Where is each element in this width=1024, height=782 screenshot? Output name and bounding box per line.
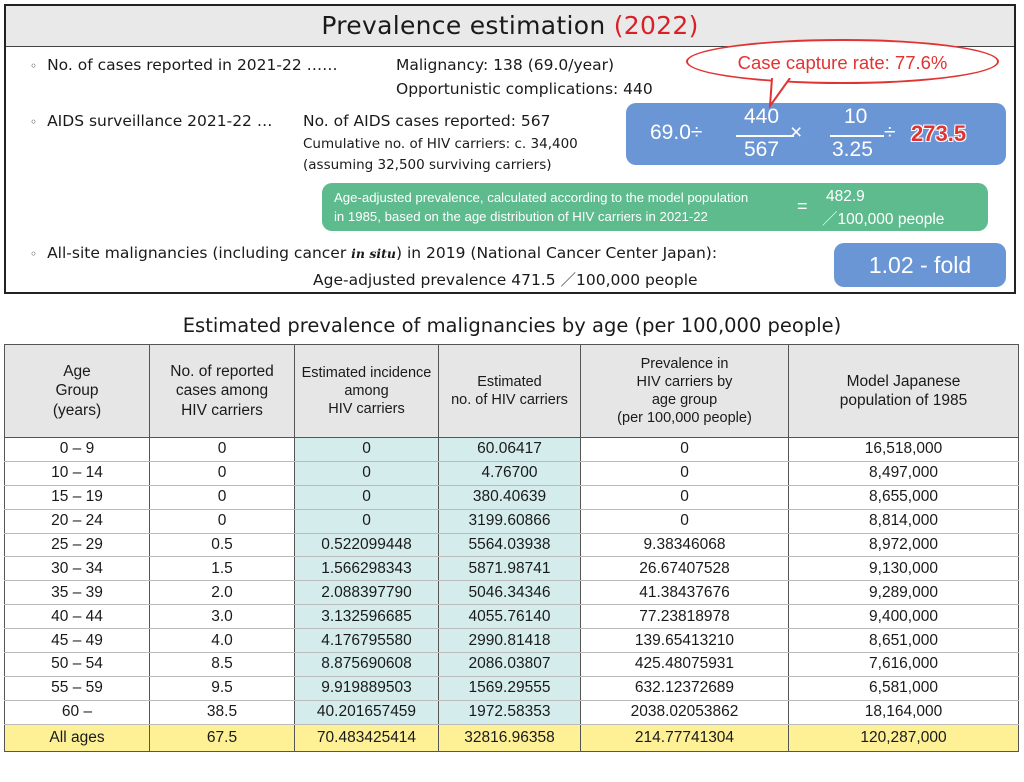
estimated-incidence-cell: 3.132596685 — [295, 605, 439, 629]
prevalence-cell: 2038.02053862 — [581, 700, 789, 724]
estimated-carriers-cell: 60.06417 — [439, 438, 581, 462]
frac2-line — [830, 135, 884, 137]
header-line: Estimated incidence — [301, 364, 432, 381]
reported-cases-cell: 3.0 — [150, 605, 295, 629]
cases-reported-label: No. of cases reported in 2021-22 …… — [47, 56, 338, 74]
fold-ratio-box: 1.02 - fold — [834, 243, 1006, 287]
age-group-cell: 30 – 34 — [5, 557, 150, 581]
model-population-cell: 9,289,000 — [789, 581, 1019, 605]
age-group-cell: 15 – 19 — [5, 485, 150, 509]
all-site-prevalence: Age-adjusted prevalence 471.5 ／100,000 people — [313, 271, 698, 289]
reported-cases-cell: 1.5 — [150, 557, 295, 581]
age-group-cell: 50 – 54 — [5, 653, 150, 677]
estimated-incidence-cell: 0 — [295, 438, 439, 462]
estimated-incidence-cell: 9.919889503 — [295, 676, 439, 700]
age-group-cell: 55 – 59 — [5, 676, 150, 700]
calc-result: 273.5 — [911, 121, 967, 146]
model-population-cell: 9,400,000 — [789, 605, 1019, 629]
age-group-cell: 20 – 24 — [5, 509, 150, 533]
age-group-cell: All ages — [5, 724, 150, 751]
header-line: HIV carriers by — [636, 373, 733, 390]
frac1-line — [736, 135, 794, 137]
age-adjusted-line1: Age-adjusted prevalence, calculated according to the model population — [334, 190, 749, 205]
prevalence-cell: 9.38346068 — [581, 533, 789, 557]
estimated-incidence-cell: 40.201657459 — [295, 700, 439, 724]
age-group-cell: 45 – 49 — [5, 629, 150, 653]
frac2-denominator: 3.25 — [832, 138, 873, 161]
age-group-cell: 60 – — [5, 700, 150, 724]
prevalence-cell: 41.38437676 — [581, 581, 789, 605]
prevalence-cell: 632.12372689 — [581, 676, 789, 700]
header-line: Age — [63, 362, 91, 380]
model-population-cell: 8,814,000 — [789, 509, 1019, 533]
table-row — [5, 533, 1019, 557]
prevalence-cell: 0 — [581, 509, 789, 533]
reported-cases-cell: 0.5 — [150, 533, 295, 557]
table-row — [5, 581, 1019, 605]
reported-cases-cell: 0 — [150, 485, 295, 509]
header-line: population of 1985 — [839, 392, 968, 409]
all-site-malignancies-item — [30, 244, 717, 262]
title-year: (2022) — [613, 11, 699, 40]
model-population-cell: 6,581,000 — [789, 676, 1019, 700]
estimated-carriers-cell: 32816.96358 — [439, 724, 581, 751]
model-population-cell: 8,651,000 — [789, 629, 1019, 653]
bullet-icon: ◦ — [30, 59, 38, 73]
estimated-incidence-cell: 1.566298343 — [295, 557, 439, 581]
reported-cases-cell: 0 — [150, 509, 295, 533]
title-text: Prevalence estimation — [321, 11, 606, 40]
age-group-cell: 10 – 14 — [5, 461, 150, 485]
estimated-carriers-cell: 4055.76140 — [439, 605, 581, 629]
header-line: among — [344, 382, 389, 399]
col-reported-cases — [150, 345, 295, 438]
table-row — [5, 629, 1019, 653]
calc-lead: 69.0÷ — [650, 121, 703, 144]
capture-rate-callout: Case capture rate: 77.6% — [686, 39, 999, 84]
model-population-cell: 8,655,000 — [789, 485, 1019, 509]
frac1-numerator: 440 — [744, 105, 780, 128]
header-line: HIV carriers — [328, 401, 405, 418]
surviving-carriers-note: (assuming 32,500 surviving carriers) — [303, 157, 552, 173]
bullet-icon: ◦ — [30, 247, 38, 261]
table-row — [5, 557, 1019, 581]
reported-cases-cell: 8.5 — [150, 653, 295, 677]
model-population-cell: 16,518,000 — [789, 438, 1019, 462]
age-adjusted-line2: in 1985, based on the age distribution of HIV carriers in 2021-22 — [334, 209, 708, 224]
age-adjusted-value: 482.9 — [826, 188, 865, 205]
all-site-label-end: ) in 2019 (National Cancer Center Japan): — [396, 244, 718, 262]
header-line: no. of HIV carriers — [451, 392, 568, 408]
header-line: Group — [55, 382, 99, 400]
reported-cases-cell: 9.5 — [150, 676, 295, 700]
prevalence-cell: 77.23818978 — [581, 605, 789, 629]
reported-cases-cell: 67.5 — [150, 724, 295, 751]
estimated-carriers-cell: 1569.29555 — [439, 676, 581, 700]
total-row — [5, 724, 1019, 751]
estimated-carriers-cell: 2990.81418 — [439, 629, 581, 653]
estimated-carriers-cell: 5046.34346 — [439, 581, 581, 605]
age-group-cell: 40 – 44 — [5, 605, 150, 629]
estimated-carriers-cell: 3199.60866 — [439, 509, 581, 533]
model-population-cell: 18,164,000 — [789, 700, 1019, 724]
calc-times: × — [790, 121, 803, 144]
header-line: Prevalence in — [640, 355, 729, 372]
header-line: Model Japanese — [846, 372, 961, 390]
age-adjusted-unit: ／100,000 people — [822, 211, 945, 228]
cases-reported-item — [30, 56, 338, 74]
estimated-incidence-cell: 4.176795580 — [295, 629, 439, 653]
estimated-carriers-cell: 4.76700 — [439, 461, 581, 485]
table-row — [5, 676, 1019, 700]
age-group-cell: 35 – 39 — [5, 581, 150, 605]
table-row — [5, 438, 1019, 462]
col-model-population — [789, 345, 1019, 438]
reported-cases-cell: 0 — [150, 461, 295, 485]
prevalence-table — [4, 344, 1019, 752]
age-adjusted-equals: = — [797, 196, 808, 216]
header-line: age group — [651, 392, 718, 408]
model-population-cell: 8,497,000 — [789, 461, 1019, 485]
age-adjusted-prevalence-box — [322, 183, 988, 231]
reported-cases-cell: 38.5 — [150, 700, 295, 724]
col-estimated-carriers — [439, 345, 581, 438]
reported-cases-cell: 2.0 — [150, 581, 295, 605]
aids-surveillance-label: AIDS surveillance 2021-22 … — [47, 112, 273, 130]
estimated-incidence-cell: 0 — [295, 461, 439, 485]
prevalence-cell: 0 — [581, 438, 789, 462]
calculation-box — [626, 103, 1006, 165]
table-row — [5, 461, 1019, 485]
estimated-incidence-cell: 0 — [295, 509, 439, 533]
table-body — [5, 438, 1019, 752]
aids-cases-reported: No. of AIDS cases reported: 567 — [303, 112, 551, 130]
header-line: cases among — [175, 382, 269, 400]
opportunistic-count: Opportunistic complications: 440 — [396, 80, 653, 98]
estimated-incidence-cell: 8.875690608 — [295, 653, 439, 677]
header-line: HIV carriers — [181, 401, 263, 419]
prevalence-cell: 26.67407528 — [581, 557, 789, 581]
prevalence-cell: 0 — [581, 461, 789, 485]
frac1-denominator: 567 — [744, 138, 780, 161]
model-population-cell: 8,972,000 — [789, 533, 1019, 557]
malignancy-count: Malignancy: 138 (69.0/year) — [396, 56, 615, 74]
col-estimated-incidence — [295, 345, 439, 438]
age-group-cell: 0 – 9 — [5, 438, 150, 462]
calc-divide: ÷ — [884, 121, 896, 144]
table-row — [5, 509, 1019, 533]
table-row — [5, 605, 1019, 629]
header-line: No. of reported — [170, 362, 274, 380]
reported-cases-cell: 0 — [150, 438, 295, 462]
estimated-carriers-cell: 380.40639 — [439, 485, 581, 509]
frac2-numerator: 10 — [844, 105, 868, 128]
reported-cases-cell: 4.0 — [150, 629, 295, 653]
prevalence-cell: 425.48075931 — [581, 653, 789, 677]
table-header-row — [5, 345, 1019, 438]
estimated-incidence-cell: 0 — [295, 485, 439, 509]
bullet-icon: ◦ — [30, 115, 38, 129]
estimated-incidence-cell: 70.483425414 — [295, 724, 439, 751]
header-line: Estimated — [477, 373, 542, 390]
model-population-cell: 7,616,000 — [789, 653, 1019, 677]
table-row — [5, 653, 1019, 677]
cumulative-carriers: Cumulative no. of HIV carriers: c. 34,400 — [303, 136, 578, 152]
col-age-group — [5, 345, 150, 438]
estimated-carriers-cell: 1972.58353 — [439, 700, 581, 724]
header-line: (years) — [52, 401, 102, 419]
model-population-cell: 9,130,000 — [789, 557, 1019, 581]
table-title: Estimated prevalence of malignancies by age (per 100,000 people) — [182, 314, 842, 337]
in-situ-label: in situ — [351, 246, 396, 261]
estimated-carriers-cell: 5564.03938 — [439, 533, 581, 557]
table-row — [5, 700, 1019, 724]
prevalence-cell: 139.65413210 — [581, 629, 789, 653]
age-group-cell: 25 – 29 — [5, 533, 150, 557]
estimated-carriers-cell: 2086.03807 — [439, 653, 581, 677]
prevalence-cell: 214.77741304 — [581, 724, 789, 751]
aids-surveillance-item — [30, 112, 272, 130]
header-line: (per 100,000 people) — [617, 410, 752, 427]
callout-pointer-icon — [768, 78, 798, 108]
estimated-incidence-cell: 0.522099448 — [295, 533, 439, 557]
col-prevalence-by-age — [581, 345, 789, 438]
prevalence-cell: 0 — [581, 485, 789, 509]
table-row — [5, 485, 1019, 509]
estimated-incidence-cell: 2.088397790 — [295, 581, 439, 605]
all-site-label-start: All-site malignancies (including cancer — [47, 244, 347, 262]
estimated-carriers-cell: 5871.98741 — [439, 557, 581, 581]
model-population-cell: 120,287,000 — [789, 724, 1019, 751]
